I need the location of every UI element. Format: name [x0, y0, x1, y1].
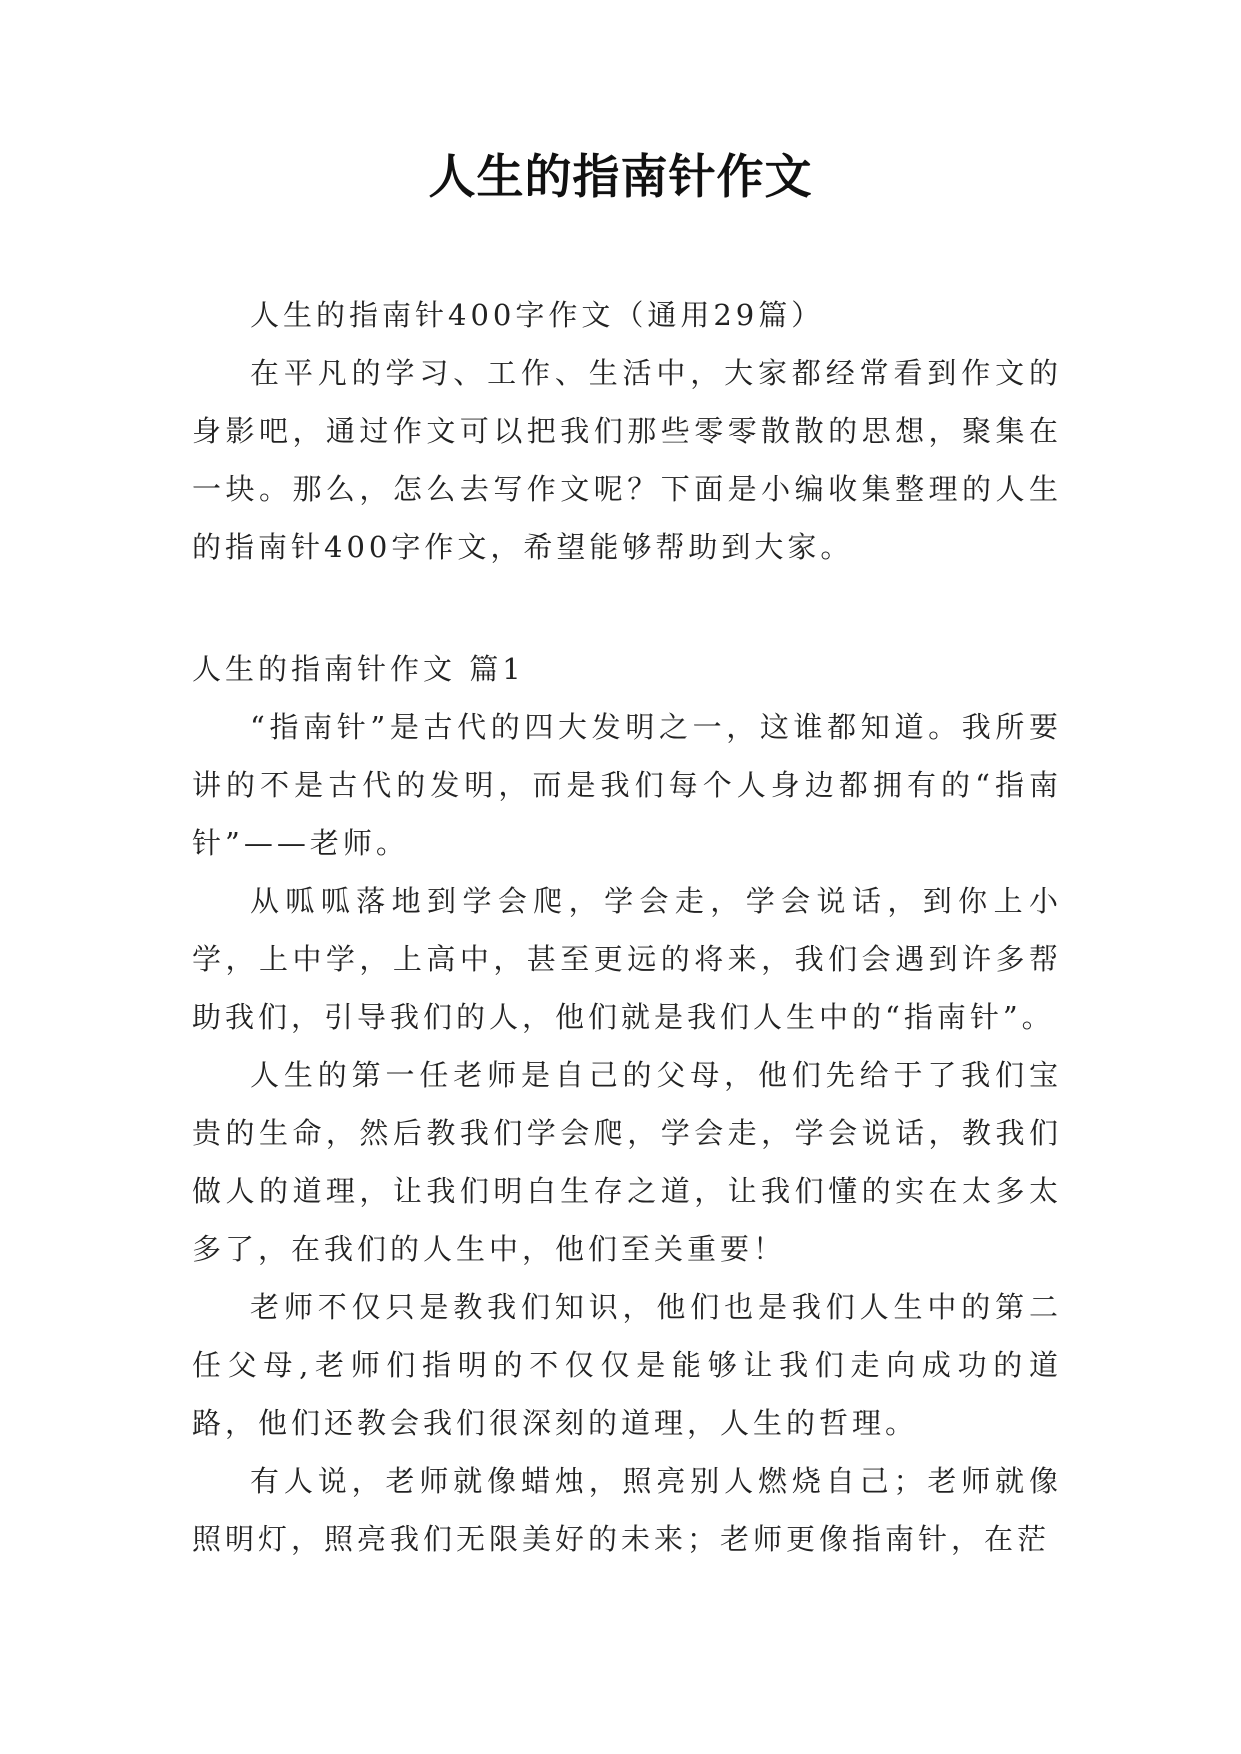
essay-paragraph: 老师不仅只是教我们知识，他们也是我们人生中的第二任父母,老师们指明的不仅仅是能够让我们走向成功的道路，他们还教会我们很深刻的道理，人生的哲理。 — [192, 1290, 1062, 1440]
essay-section — [192, 640, 1062, 1568]
intro-section — [192, 286, 1062, 576]
document-title: 人生的指南针作文 — [428, 150, 813, 205]
essay-paragraph: 有人说，老师就像蜡烛，照亮别人燃烧自己；老师就像照明灯，照亮我们无限美好的未来；老师更像指南针，在茫 — [192, 1464, 1062, 1556]
section-heading: 人生的指南针作文 篇1 — [192, 652, 525, 686]
intro-paragraph: 在平凡的学习、工作、生活中，大家都经常看到作文的身影吧，通过作文可以把我们那些零零散散的思想，聚集在一块。那么，怎么去写作文呢？下面是小编收集整理的人生的指南针400字作文，希望能够帮助到大家。 — [192, 356, 1062, 564]
essay-paragraph: 人生的第一任老师是自己的父母，他们先给于了我们宝贵的生命，然后教我们学会爬，学会走，学会说话，教我们做人的道理，让我们明白生存之道，让我们懂的实在太多太多了，在我们的人生中，他们至关重要！ — [192, 1058, 1062, 1266]
intro-subtitle: 人生的指南针400字作文（通用29篇） — [250, 298, 825, 332]
essay-paragraph: “指南针”是古代的四大发明之一，这谁都知道。我所要讲的不是古代的发明，而是我们每个人身边都拥有的“指南针”——老师。 — [192, 710, 1062, 860]
essay-paragraph: 从呱呱落地到学会爬，学会走，学会说话，到你上小学，上中学，上高中，甚至更远的将来，我们会遇到许多帮助我们，引导我们的人，他们就是我们人生中的“指南针”。 — [192, 884, 1062, 1034]
